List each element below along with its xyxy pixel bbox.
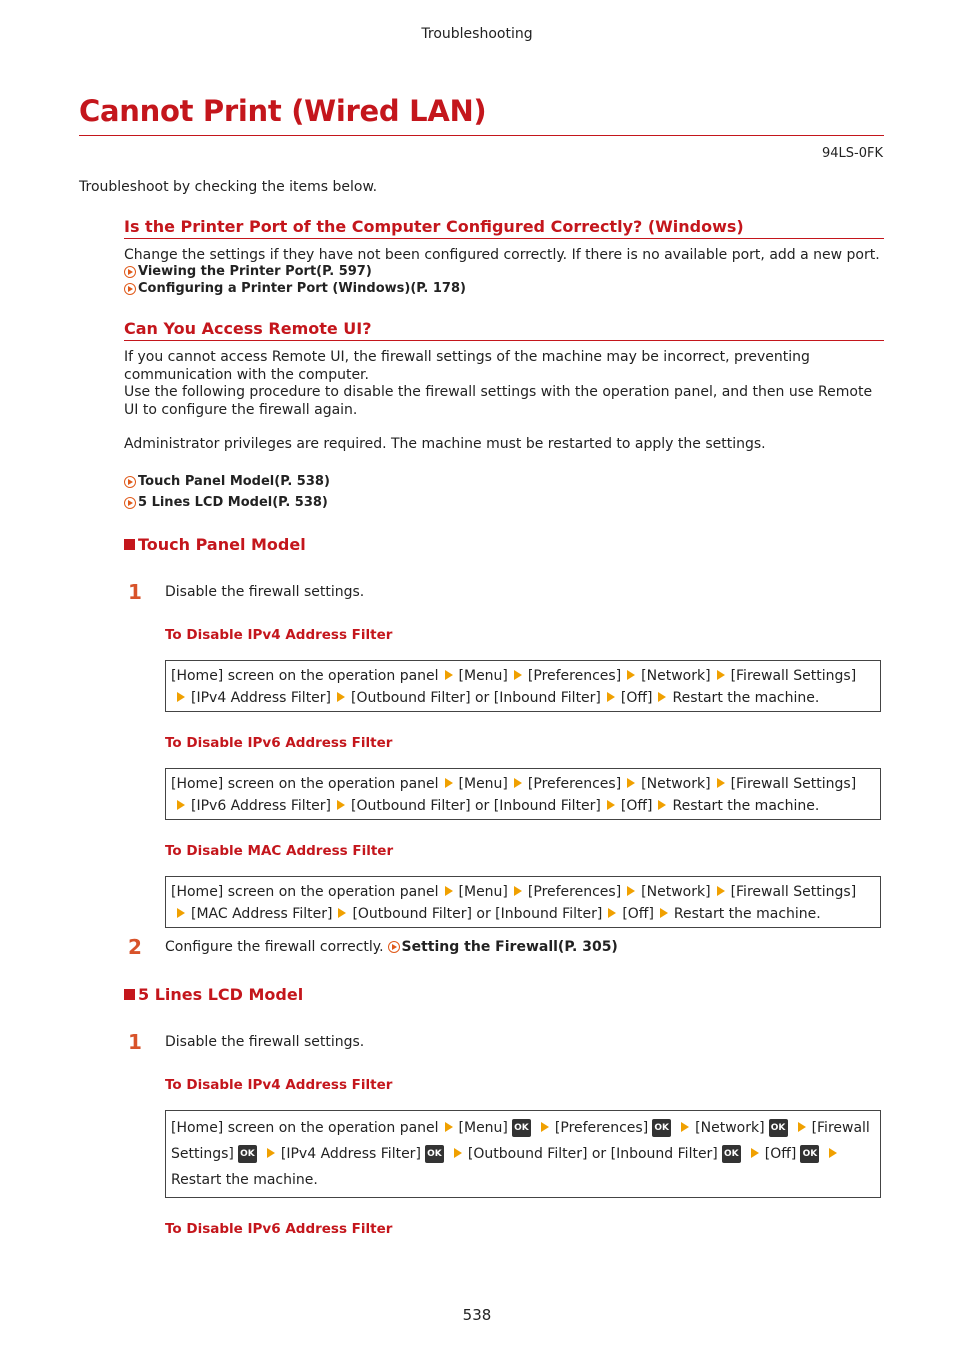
step-arrow-icon bbox=[177, 800, 185, 810]
procedure-item: [IPv6 Address Filter] bbox=[191, 798, 332, 814]
procedure-item: Restart the machine. bbox=[673, 906, 821, 922]
step-number: 1 bbox=[128, 1030, 142, 1054]
procedure-box-ipv6 bbox=[165, 768, 881, 820]
step-arrow-icon bbox=[681, 1122, 689, 1132]
step-text: Configure the firewall correctly. bbox=[165, 939, 384, 955]
procedure-item: [Off] bbox=[764, 1146, 797, 1162]
step-arrow-icon bbox=[514, 886, 522, 896]
procedure-item: [Preferences] bbox=[527, 668, 622, 684]
step-arrow-icon bbox=[751, 1148, 759, 1158]
subsection-touch-panel bbox=[124, 535, 306, 554]
procedure-item: Restart the machine. bbox=[672, 798, 820, 814]
step-arrow-icon bbox=[454, 1148, 462, 1158]
procedure-item: [Outbound Filter] or [Inbound Filter] bbox=[352, 906, 603, 922]
step-arrow-icon bbox=[177, 692, 185, 702]
link-label: 5 Lines LCD Model(P. 538) bbox=[138, 495, 328, 510]
ok-key-icon: OK bbox=[425, 1145, 444, 1163]
procedure-item: [Home] screen on the operation panel bbox=[171, 884, 439, 900]
link-arrow-icon bbox=[388, 941, 400, 953]
step-arrow-icon bbox=[337, 692, 345, 702]
step-number: 2 bbox=[128, 935, 142, 959]
section-heading-remote-ui: Can You Access Remote UI? bbox=[124, 319, 884, 341]
procedure-item: [Firewall Settings] bbox=[730, 884, 857, 900]
procedure-item: [Home] screen on the operation panel bbox=[171, 1120, 439, 1136]
step-arrow-icon bbox=[660, 908, 668, 918]
procedure-item: [Menu] bbox=[458, 1120, 508, 1136]
remote-ui-paragraph-1: If you cannot access Remote UI, the firewall settings of the machine may be incorrect, preventing communication with the computer. bbox=[124, 349, 810, 383]
ok-key-icon: OK bbox=[652, 1119, 671, 1137]
procedure-item: [Preferences] bbox=[527, 776, 622, 792]
page-number: 538 bbox=[462, 1306, 492, 1324]
link-viewing-printer-port[interactable] bbox=[124, 264, 372, 279]
ok-key-icon: OK bbox=[800, 1145, 819, 1163]
step-arrow-icon bbox=[541, 1122, 549, 1132]
procedure-item: [Off] bbox=[620, 798, 653, 814]
step-text: Disable the firewall settings. bbox=[165, 584, 365, 600]
link-arrow-icon bbox=[124, 266, 136, 278]
step-arrow-icon bbox=[658, 692, 666, 702]
procedure-item: [Firewall Settings] bbox=[730, 668, 857, 684]
procedure-box-ipv4 bbox=[165, 660, 881, 712]
procedure-item: [Preferences] bbox=[554, 1120, 649, 1136]
step-arrow-icon bbox=[445, 1122, 453, 1132]
ok-key-icon: OK bbox=[769, 1119, 788, 1137]
step-arrow-icon bbox=[798, 1122, 806, 1132]
link-arrow-icon bbox=[124, 497, 136, 509]
procedure-item: Restart the machine. bbox=[171, 1172, 318, 1188]
procedure-item: [Menu] bbox=[458, 884, 508, 900]
procedure-item: [Menu] bbox=[458, 668, 508, 684]
step-arrow-icon bbox=[338, 908, 346, 918]
procedure-item: [Network] bbox=[695, 1120, 765, 1136]
link-arrow-icon bbox=[124, 476, 136, 488]
procedure-title: To Disable MAC Address Filter bbox=[165, 843, 394, 859]
procedure-item: [IPv4 Address Filter] bbox=[191, 690, 332, 706]
step-arrow-icon bbox=[627, 886, 635, 896]
step-arrow-icon bbox=[829, 1148, 837, 1158]
step-arrow-icon bbox=[337, 800, 345, 810]
procedure-title: To Disable IPv6 Address Filter bbox=[165, 735, 393, 751]
step-arrow-icon bbox=[514, 778, 522, 788]
step-arrow-icon bbox=[445, 886, 453, 896]
procedure-item: [Outbound Filter] or [Inbound Filter] bbox=[351, 690, 601, 706]
step-arrow-icon bbox=[267, 1148, 275, 1158]
step-arrow-icon bbox=[514, 670, 522, 680]
procedure-item: Restart the machine. bbox=[672, 690, 820, 706]
subsection-5-lines-lcd bbox=[124, 985, 303, 1004]
step-arrow-icon bbox=[607, 800, 615, 810]
procedure-item: [Outbound Filter] or [Inbound Filter] bbox=[467, 1146, 718, 1162]
link-touch-panel-model[interactable] bbox=[124, 474, 330, 489]
step-2-row bbox=[165, 939, 618, 955]
page-title: Cannot Print (Wired LAN) bbox=[79, 94, 487, 128]
intro-text: Troubleshoot by checking the items below. bbox=[79, 179, 378, 195]
procedure-title: To Disable IPv4 Address Filter bbox=[165, 627, 393, 643]
square-bullet-icon bbox=[124, 989, 135, 1000]
step-arrow-icon bbox=[607, 692, 615, 702]
procedure-item: [MAC Address Filter] bbox=[191, 906, 333, 922]
procedure-item: [IPv4 Address Filter] bbox=[280, 1146, 421, 1162]
step-arrow-icon bbox=[608, 908, 616, 918]
step-arrow-icon bbox=[445, 778, 453, 788]
link-label: Configuring a Printer Port (Windows)(P. 178) bbox=[138, 281, 466, 296]
section-heading-printer-port: Is the Printer Port of the Computer Configured Correctly? (Windows) bbox=[124, 217, 884, 239]
remote-ui-paragraph-2: Use the following procedure to disable the firewall settings with the operation panel, and then use Remote UI to configure the firewall again. bbox=[124, 384, 873, 418]
procedure-item: [Network] bbox=[641, 668, 711, 684]
step-arrow-icon bbox=[627, 670, 635, 680]
procedure-item: [Off] bbox=[620, 690, 653, 706]
procedure-item: [Home] screen on the operation panel bbox=[171, 776, 439, 792]
step-arrow-icon bbox=[717, 886, 725, 896]
procedure-item: [Preferences] bbox=[527, 884, 622, 900]
ok-key-icon: OK bbox=[238, 1145, 257, 1163]
link-label: Viewing the Printer Port(P. 597) bbox=[138, 264, 372, 279]
running-header: Troubleshooting bbox=[421, 26, 533, 42]
procedure-item: [Network] bbox=[641, 776, 711, 792]
procedure-item: [Off] bbox=[622, 906, 654, 922]
link-5-lines-lcd-model[interactable] bbox=[124, 495, 328, 510]
procedure-box-mac bbox=[165, 876, 881, 928]
link-label: Touch Panel Model(P. 538) bbox=[138, 474, 330, 489]
square-bullet-icon bbox=[124, 539, 135, 550]
document-id: 94LS-0FK bbox=[821, 146, 883, 161]
step-arrow-icon bbox=[445, 670, 453, 680]
step-arrow-icon bbox=[717, 778, 725, 788]
step-arrow-icon bbox=[717, 670, 725, 680]
subsection-title: Touch Panel Model bbox=[138, 535, 306, 554]
procedure-title: To Disable IPv4 Address Filter bbox=[165, 1077, 393, 1093]
ok-key-icon: OK bbox=[512, 1119, 531, 1137]
step-text: Disable the firewall settings. bbox=[165, 1034, 365, 1050]
ok-key-icon: OK bbox=[722, 1145, 741, 1163]
procedure-item: [Menu] bbox=[458, 776, 508, 792]
step-arrow-icon bbox=[658, 800, 666, 810]
title-rule bbox=[79, 135, 884, 136]
step-arrow-icon bbox=[627, 778, 635, 788]
step-arrow-icon bbox=[177, 908, 185, 918]
procedure-item: [Outbound Filter] or [Inbound Filter] bbox=[351, 798, 601, 814]
procedure-item: [Firewall Settings] bbox=[171, 1120, 870, 1162]
procedure-item: [Firewall Settings] bbox=[730, 776, 857, 792]
procedure-box-lcd-ipv4 bbox=[165, 1110, 881, 1198]
procedure-item: [Home] screen on the operation panel bbox=[171, 668, 439, 684]
link-configuring-printer-port[interactable] bbox=[124, 281, 466, 296]
procedure-item: [Network] bbox=[641, 884, 711, 900]
link-setting-the-firewall[interactable] bbox=[388, 939, 618, 955]
link-label: Setting the Firewall(P. 305) bbox=[401, 939, 618, 955]
procedure-title: To Disable IPv6 Address Filter bbox=[165, 1221, 393, 1237]
step-number: 1 bbox=[128, 580, 142, 604]
remote-ui-paragraph-3: Administrator privileges are required. The machine must be restarted to apply the settings. bbox=[124, 436, 766, 452]
subsection-title: 5 Lines LCD Model bbox=[138, 985, 304, 1004]
link-arrow-icon bbox=[124, 283, 136, 295]
section-text: Change the settings if they have not been configured correctly. If there is no available port, add a new port. bbox=[124, 247, 880, 263]
